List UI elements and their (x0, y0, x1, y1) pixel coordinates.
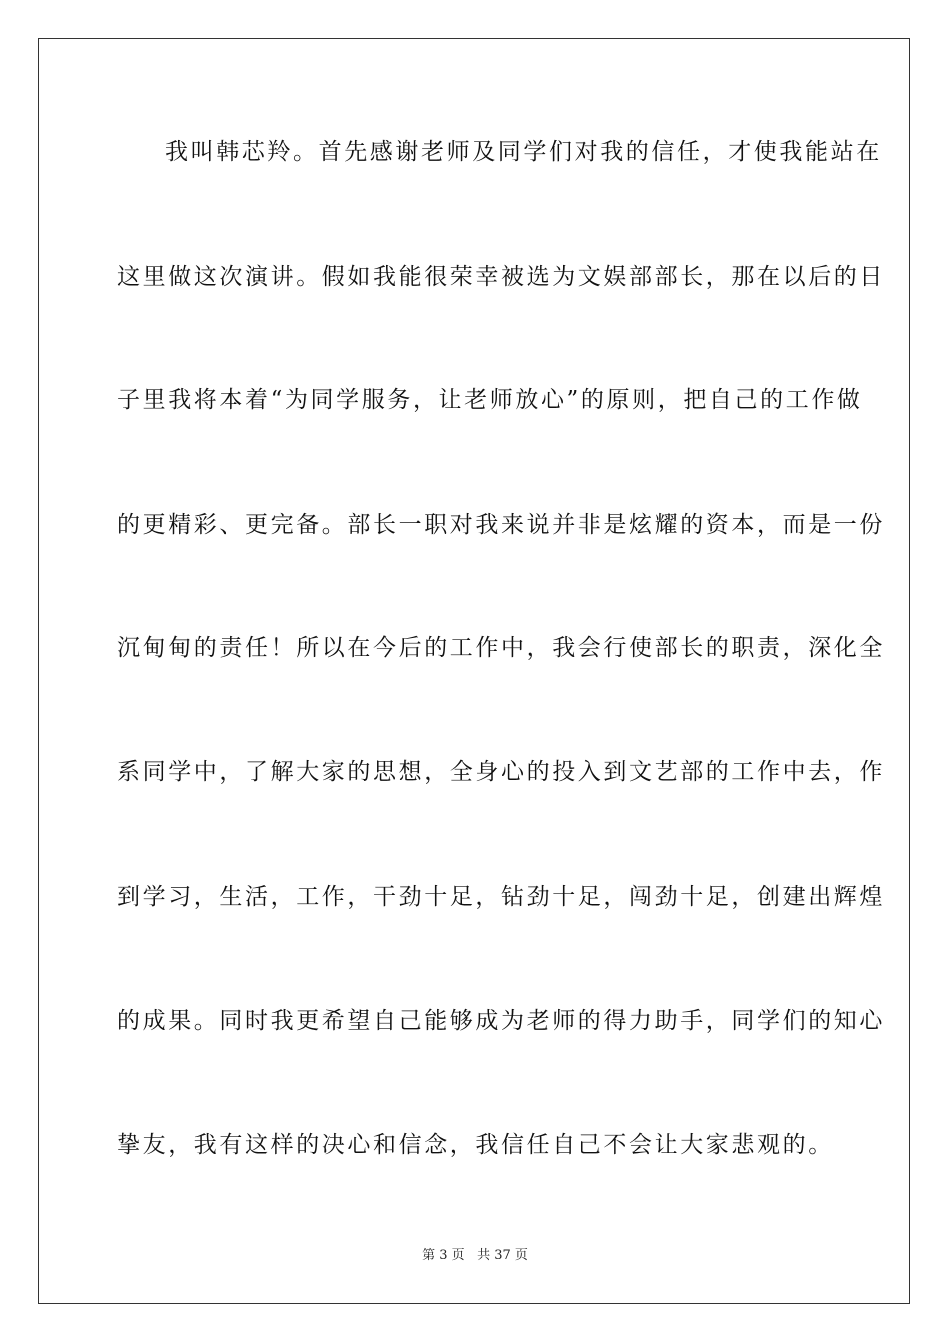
paragraph-line-3: 子里我将本着“为同学服务，让老师放心”的原则，把自己的工作做 (117, 387, 863, 413)
page-number: 第 3 页 (422, 1248, 465, 1263)
paragraph-line-9: 挚友，我有这样的决心和信念，我信任自己不会让大家悲观的。 (117, 1132, 834, 1158)
page-total: 共 37 页 (477, 1248, 528, 1263)
paragraph-line-7: 到学习，生活，工作，干劲十足，钻劲十足，闯劲十足，创建出辉煌 (117, 884, 885, 910)
paragraph-line-1: 我叫韩芯羚。首先感谢老师及同学们对我的信任，才使我能站在 (165, 139, 882, 165)
page-border (38, 38, 910, 1304)
paragraph-line-2: 这里做这次演讲。假如我能很荣幸被选为文娱部部长，那在以后的日 (117, 264, 885, 290)
paragraph-line-5: 沉甸甸的责任！所以在今后的工作中，我会行使部长的职责，深化全 (117, 635, 885, 661)
paragraph-line-6: 系同学中，了解大家的思想，全身心的投入到文艺部的工作中去，作 (117, 759, 885, 785)
page-footer (0, 1248, 950, 1264)
paragraph-line-4: 的更精彩、更完备。部长一职对我来说并非是炫耀的资本，而是一份 (117, 512, 885, 538)
paragraph-line-8: 的成果。同时我更希望自己能够成为老师的得力助手，同学们的知心 (117, 1008, 885, 1034)
